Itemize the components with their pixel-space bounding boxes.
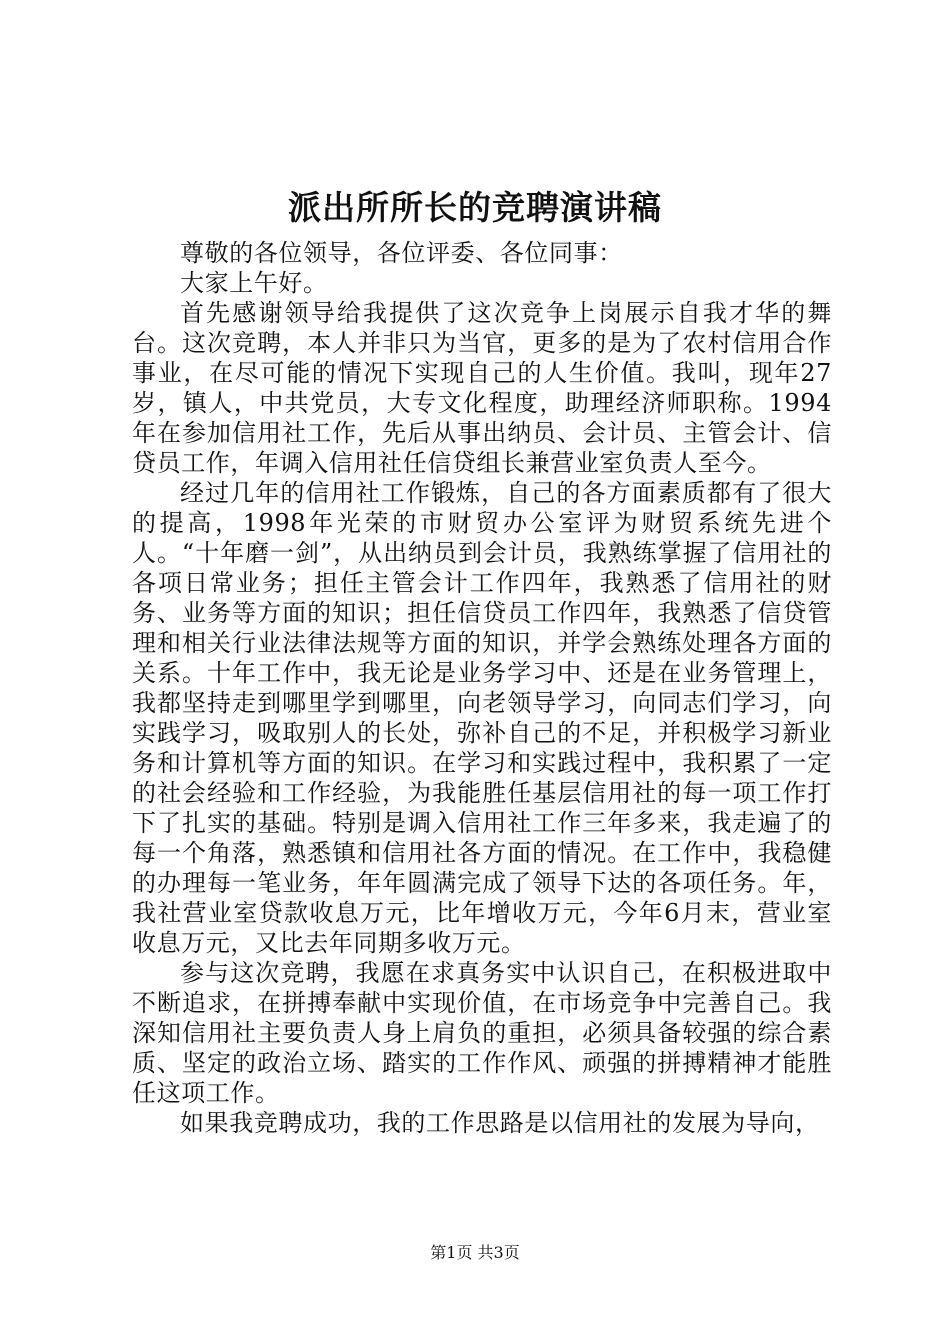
body-paragraph: 经过几年的信用社工作锻炼，自己的各方面素质都有了很大的提高，1998年光荣的市财贸办公室评为财贸系统先进个人。“十年磨一剑”，从出纳员到会计员，我熟练掌握了信用社的各项日常业务；担任主管会计工作四年，我熟悉了信用社的财务、业务等方面的知识；担任信贷员工作四年，我熟悉了信贷管理和相关行业法律法规等方面的知识，并学会熟练处理各方面的关系。十年工作中，我无论是业务学习中、还是在业务管理上，我都坚持走到哪里学到哪里，向老领导学习，向同志们学习，向实践学习，吸取别人的长处，弥补自己的不足，并积极学习新业务和计算机等方面的知识。在学习和实践过程中，我积累了一定的社会经验和工作经验，为我能胜任基层信用社的每一项工作打下了扎实的基础。特别是调入信用社工作三年多来，我走遍了的每一个角落，熟悉镇和信用社各方面的情况。在工作中，我稳健的办理每一笔业务，年年圆满完成了领导下达的各项任务。年，我社营业室贷款收息万元，比年增收万元，今年6月末，营业室收息万元，又比去年同期多收万元。	[132, 479, 832, 957]
document-body	[132, 238, 832, 1138]
greeting-paragraph: 大家上午好。	[180, 269, 328, 297]
body-paragraph: 参与这次竞聘，我愿在求真务实中认识自己，在积极进取中不断追求，在拼搏奉献中实现价值，在市场竞争中完善自己。我深知信用社主要负责人身上肩负的重担，必须具备较强的综合素质、坚定的政治立场、踏实的工作作风、顽强的拼搏精神才能胜任这项工作。	[132, 959, 832, 1107]
document-title: 派出所所长的竞聘演讲稿	[288, 188, 662, 227]
page-number-footer: 第1页 共3页	[430, 1243, 520, 1262]
body-paragraph: 如果我竞聘成功，我的工作思路是以信用社的发展为导向，	[180, 1109, 820, 1137]
body-paragraph: 首先感谢领导给我提供了这次竞争上岗展示自我才华的舞台。这次竞聘，本人并非只为当官，更多的是为了农村信用合作事业，在尽可能的情况下实现自己的人生价值。我叫，现年27岁，镇人，中共党员，大专文化程度，助理经济师职称。1994年在参加信用社工作，先后从事出纳员、会计员、主管会计、信贷员工作，年调入信用社任信贷组长兼营业室负责人至今。	[132, 299, 832, 477]
salutation-paragraph: 尊敬的各位领导，各位评委、各位同事：	[180, 239, 623, 267]
